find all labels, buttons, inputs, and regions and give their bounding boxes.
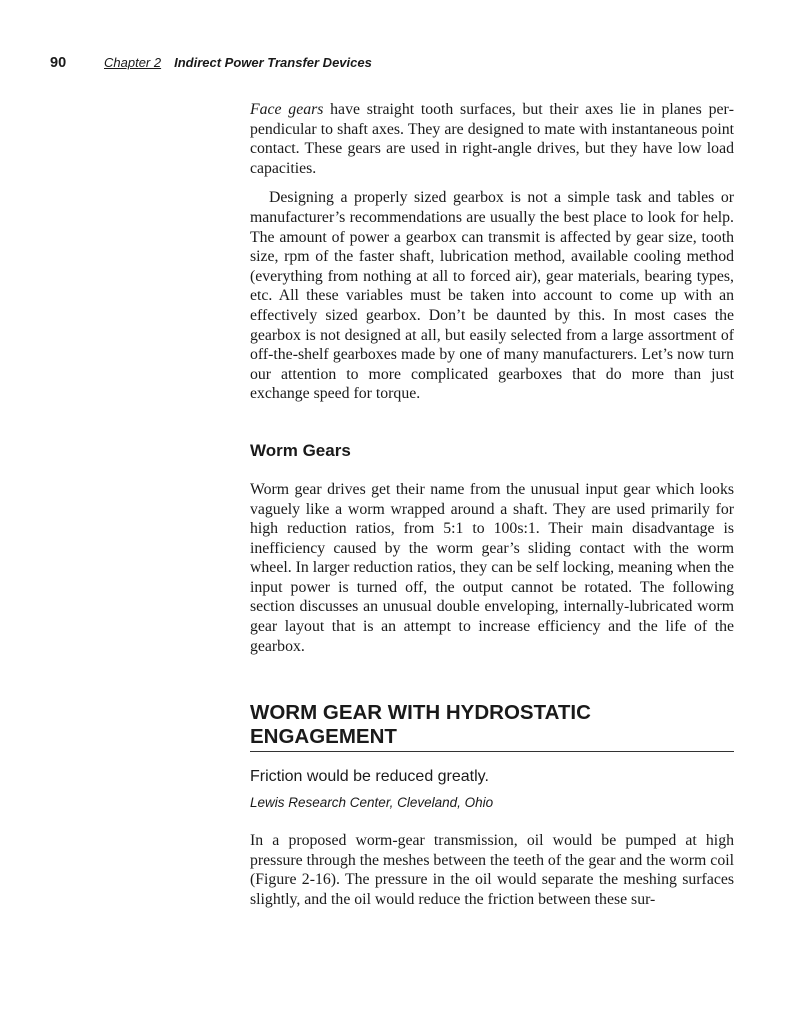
page-number: 90 (50, 55, 67, 71)
face-gears-text: have straight tooth surfaces, but their axes lie in planes perpendicular to shaft axes. They are designed to mate with instantaneous point contact. These gears are used in right-angle drives, but they have low load capacities. (250, 101, 735, 177)
article-title (250, 701, 734, 752)
gearbox-paragraph: Designing a properly sized gearbox is not a simple task and tables or manufacturer’s recommendations are usually the best place to look for help. The amount of power a gearbox can transmit is affected by gear size, tooth size, rpm of the faster shaft, lubrication method, available cooling method (everything from nothing at all to forced air), gear materials, bearing types, etc. All these variables must be taken into account to come up with an effectively sized gearbox. Don’t be daunted by this. In most cases the gearbox is not designed at all, but easily selected from a large assortment of off-the-shelf gearboxes made by one of many manufacturers. Let’s now turn our attention to more complicated gearboxes that do more than just exchange speed for torque. (250, 189, 734, 403)
running-header (50, 55, 372, 75)
article-title-line-2: ENGAGEMENT (250, 725, 397, 749)
face-gears-paragraph (250, 100, 734, 178)
chapter-title: Indirect Power Transfer Devices (174, 55, 372, 70)
article-paragraph: In a proposed worm-gear transmission, oil would be pumped at high pressure through the meshes between the teeth of the gear and the worm coil (Figure 2-16). The pressure in the oil would separate the meshing surfaces slightly, and the oil would reduce the friction between these sur- (250, 832, 734, 909)
worm-gears-paragraph: Worm gear drives get their name from the unusual input gear which looks vaguely like a worm wrapped around a shaft. They are used primarily for high reduction ratios, from 5:1 to 100s:1. Their main disadvantage is inefficiency caused by the worm gear’s sliding contact with the worm wheel. In larger reduction ratios, they can be self locking, meaning when the input power is turned off, the output cannot be rotated. The following section discusses an unusual double enveloping, internally-lubricated worm gear layout that is an attempt to increase efficiency and the life of the gearbox. (250, 480, 734, 655)
face-gears-term: Face gears (250, 101, 324, 118)
article-source: Lewis Research Center, Cleveland, Ohio (250, 795, 494, 811)
article-subtitle: Friction would be reduced greatly. (250, 768, 489, 786)
chapter-label: Chapter 2 (104, 55, 162, 70)
main-content (250, 100, 734, 910)
article-title-line-1: WORM GEAR WITH HYDROSTATIC (250, 701, 591, 725)
worm-gears-heading: Worm Gears (250, 440, 351, 460)
